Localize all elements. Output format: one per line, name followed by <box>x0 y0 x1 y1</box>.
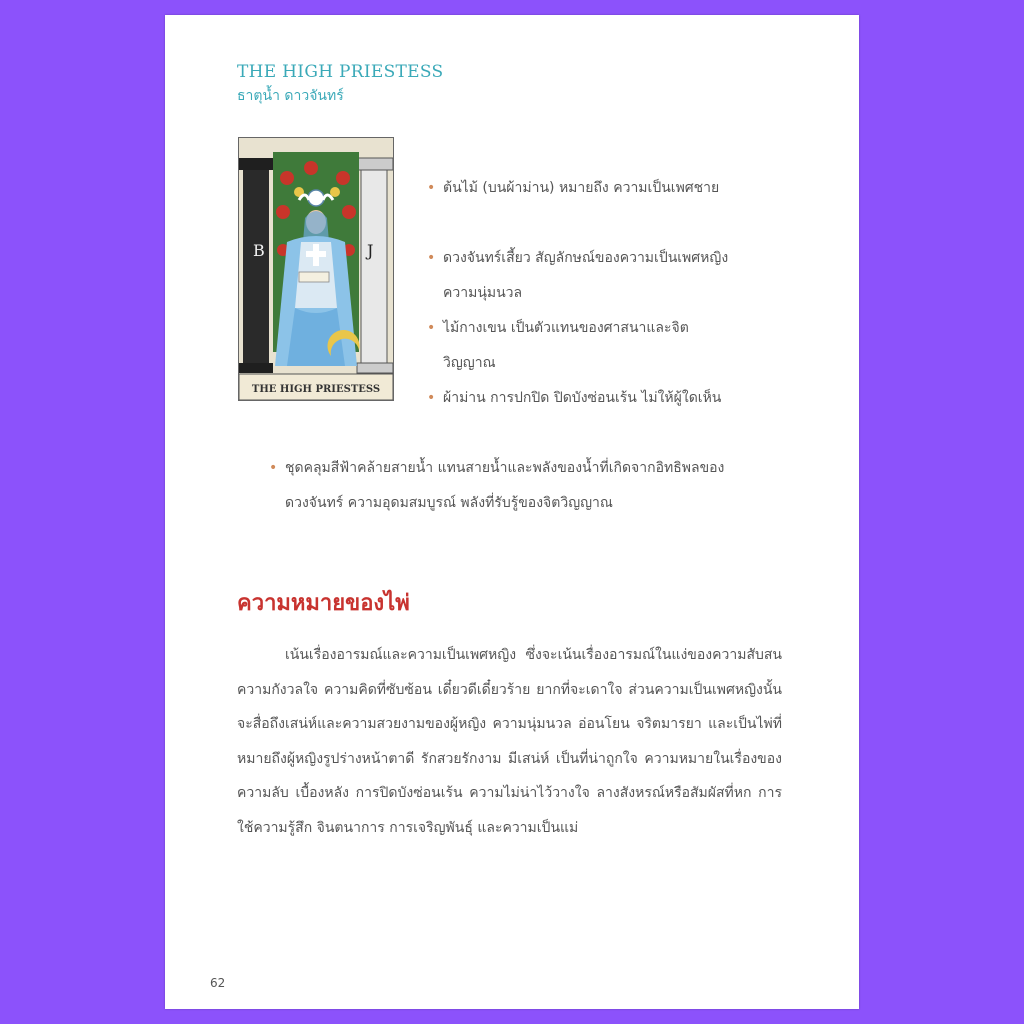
page-number: 62 <box>210 976 226 990</box>
section-heading: ความหมายของไพ่ <box>237 591 410 616</box>
list-item: • ผ้าม่าน การปกปิด ปิดบังซ่อนเร้น ไม่ให้ผู้ใดเห็น <box>443 381 733 416</box>
bullet-dot-icon: • <box>427 250 436 266</box>
card-subtitle: ธาตุน้ำ ดาวจันทร์ <box>237 88 344 104</box>
card-caption: THE HIGH PRIESTESS <box>251 384 381 395</box>
list-item: • ไม้กางเขน เป็นตัวแทนของศาสนาและจิตวิญญาณ <box>443 311 733 381</box>
pillar-left-letter: B <box>253 241 265 260</box>
list-item: • ชุดคลุมสีฟ้าคล้ายสายน้ำ แทนสายน้ำและพลังของน้ำที่เกิดจากอิทธิพลของดวงจันทร์ ความอุดมสมบูรณ์ พลังที่รับรู้ของจิตวิญญาณ <box>285 451 745 521</box>
book-page <box>165 15 859 1009</box>
bullet-dot-icon: • <box>269 460 278 476</box>
bullet-dot-icon: • <box>427 180 436 196</box>
high-priestess-illustration <box>239 138 393 400</box>
bullet-dot-icon: • <box>427 320 436 336</box>
meaning-paragraph: เน้นเรื่องอารมณ์และความเป็นเพศหญิง ซึ่งจะเน้นเรื่องอารมณ์ในแง่ของความสับสน ความกังวลใจ ความคิดที่ซับซ้อน เดี๋ยวดีเดี๋ยวร้าย ยากที่จะเดาใจ ส่วนความเป็นเพศหญิงนั้น จะสื่อถึงเสน่ห์และความสวยงามของผู้หญิง ความนุ่มนวล อ่อนโยน จริตมารยา และเป็นไพ่ที่หมายถึงผู้หญิงรูปร่างหน้าตาดี รักสวยรักงาม มีเสน่ห์ เป็นที่น่าถูกใจ ความหมายในเรื่องของ ความลับ เบื้องหลัง การปิดบังซ่อนเร้น ความไม่น่าไว้วางใจ ลางสังหรณ์หรือสัมผัสที่หก การใช้ความรู้สึก จินตนาการ การเจริญพันธุ์ และความเป็นแม่ <box>237 647 782 836</box>
tarot-card-image <box>238 137 394 401</box>
list-item: • ต้นไม้ (บนผ้าม่าน) หมายถึง ความเป็นเพศชาย <box>443 171 733 206</box>
bullet-dot-icon: • <box>427 390 436 406</box>
pillar-right-letter: J <box>367 241 374 260</box>
card-title: THE HIGH PRIESTESS <box>237 62 444 82</box>
list-item: • ดวงจันทร์เสี้ยว สัญลักษณ์ของความเป็นเพศหญิง ความนุ่มนวล <box>443 241 733 311</box>
